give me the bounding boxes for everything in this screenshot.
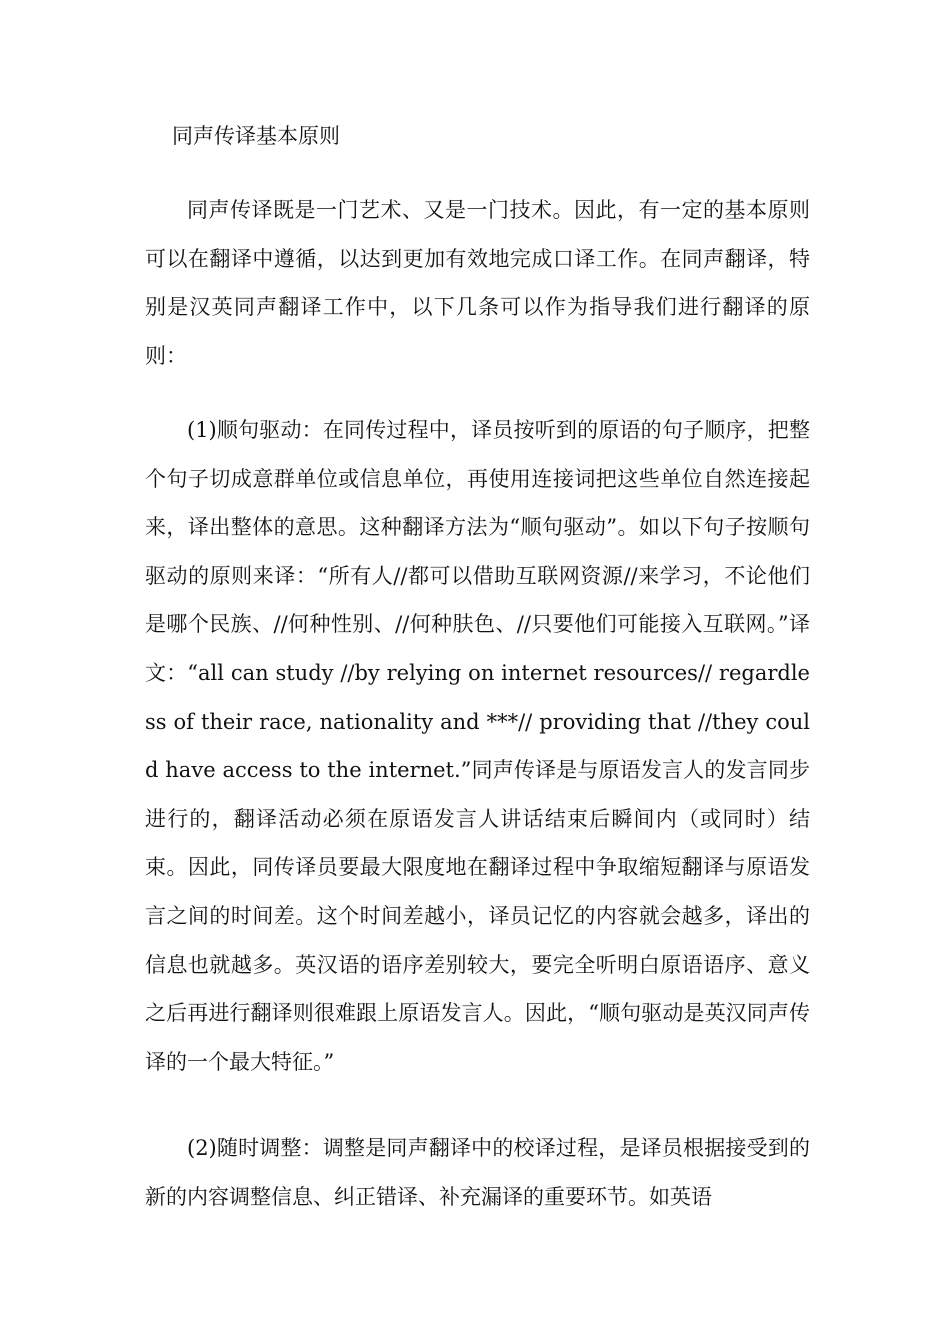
paragraph-principle-1: (1)顺句驱动：在同传过程中，译员按听到的原语的句子顺序，把整个句子切成意群单位或信息单位，再使用连接词把这些单位自然连接起来，译出整体的意思。这种翻译方法为“顺句驱动”。如以下句子按顺句驱动的原则来译：“所有人//都可以借助互联网资源//来学习，不论他们是哪个民族、//何种性别、//何种肤色、//只要他们可能接入互联网。”译文：“all can study //by relying on internet resources// regardless of their race, nationality and ***// providing that //they could have access to the internet.”同声传译是与原语发言人的发言同步进行的，翻译活动必须在原语发言人讲话结束后瞬间内（或同时）结束。因此，同传译员要最大限度地在翻译过程中争取缩短翻译与原语发言之间的时间差。这个时间差越小，译员记忆的内容就会越多，译出的信息也就越多。英汉语的语序差别较大，要完全听明白原语语序、意义之后再进行翻译则很难跟上原语发言人。因此，“顺句驱动是英汉同声传译的一个最大特征。” xyxy=(145,418,810,1074)
paragraph-intro: 同声传译既是一门艺术、又是一门技术。因此，有一定的基本原则可以在翻译中遵循，以达到更加有效地完成口译工作。在同声翻译，特别是汉英同声翻译工作中，以下几条可以作为指导我们进行翻译的原则： xyxy=(145,198,810,368)
document-title: 同声传译基本原则 xyxy=(172,124,340,148)
paragraph-principle-2: (2)随时调整：调整是同声翻译中的校译过程，是译员根据接受到的新的内容调整信息、纠正错译、补充漏译的重要环节。如英语 xyxy=(145,1136,810,1209)
